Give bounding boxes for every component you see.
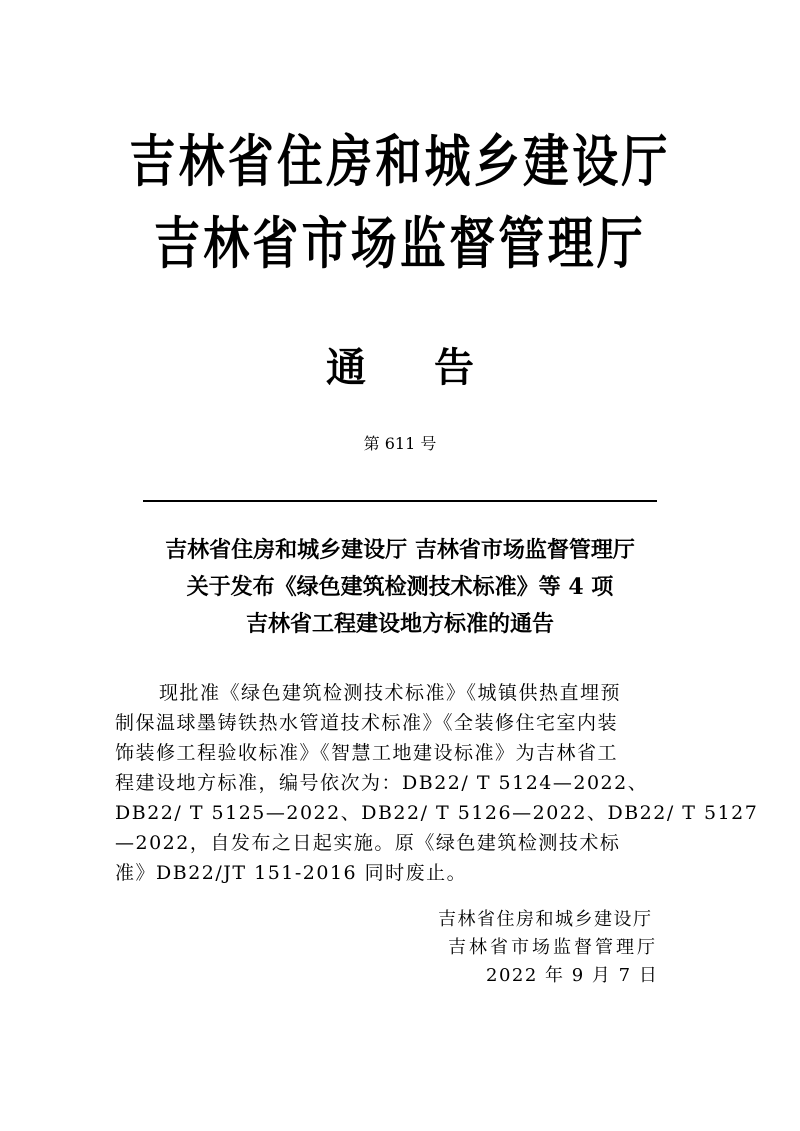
signature-block	[400, 906, 700, 990]
body-line-7: 准》DB22/JT 151-2016 同时废止。	[115, 862, 468, 884]
body-line-5: DB22/ T 5125—2022、DB22/ T 5126—2022、DB22/ T 5127	[115, 802, 759, 824]
body-paragraph	[115, 678, 759, 888]
signature-date: 2022 年 9 月 7 日	[486, 965, 659, 986]
body-line-4: 程建设地方标准，编号依次为：DB22/ T 5124—2022、	[115, 772, 649, 794]
document-title-line-1: 吉林省住房和城乡建设厅 吉林省市场监督管理厅	[165, 537, 635, 563]
document-title-line-3: 吉林省工程建设地方标准的通告	[245, 611, 554, 637]
body-line-6: —2022，自发布之日起实施。原《绿色建筑检测技术标	[115, 832, 621, 854]
body-line-1: 现批准《绿色建筑检测技术标准》《城镇供热直埋预	[159, 682, 622, 704]
document-title	[0, 532, 800, 643]
notice-number: 第 611 号	[363, 434, 437, 453]
body-line-3: 饰装修工程验收标准》《智慧工地建设标准》为吉林省工	[115, 742, 619, 764]
notice-heading-char-1: 通	[326, 344, 366, 391]
body-line-2: 制保温球墨铸铁热水管道技术标准》《全装修住宅室内装	[115, 712, 619, 734]
signature-org-2: 吉林省市场监督管理厅	[448, 937, 658, 958]
notice-heading	[0, 340, 800, 396]
signature-org-1: 吉林省住房和城乡建设厅	[438, 909, 653, 930]
issuer-header-line-2: 吉林省市场监督管理厅	[154, 212, 646, 277]
notice-heading-char-2: 告	[434, 344, 474, 391]
document-title-line-2: 关于发布《绿色建筑检测技术标准》等 4 项	[186, 574, 614, 600]
horizontal-divider	[143, 500, 657, 502]
issuer-header-line-1: 吉林省住房和城乡建设厅	[129, 130, 671, 195]
